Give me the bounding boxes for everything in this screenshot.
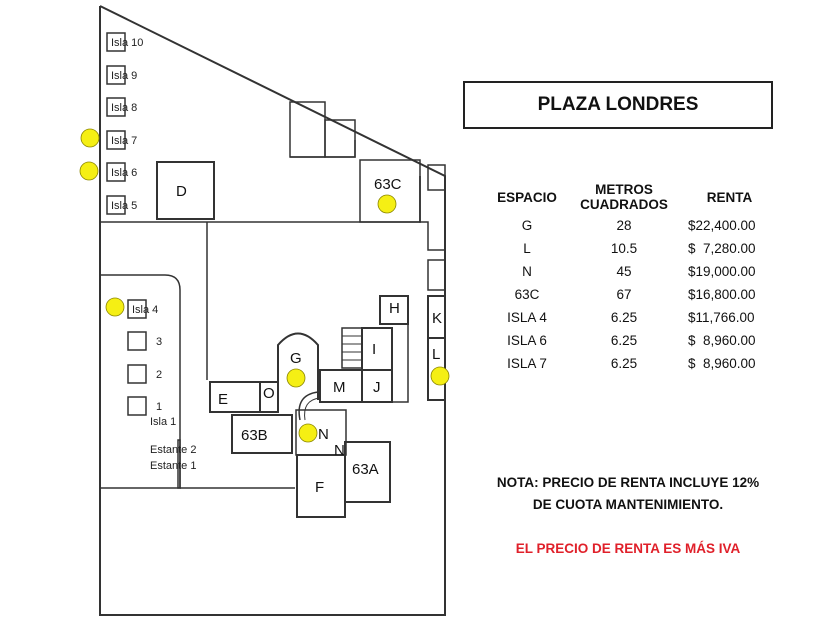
label-isla-1: Isla 1: [150, 416, 177, 428]
plan-corridor-line: [100, 176, 420, 222]
cell-metros: 6.25: [610, 356, 638, 371]
iva-note: EL PRECIO DE RENTA ES MÁS IVA: [515, 541, 741, 556]
kiosk-isla-2: [128, 365, 146, 383]
col-metros-line2: CUADRADOS: [580, 197, 668, 212]
label-room-63b: 63B: [241, 427, 268, 444]
marker-isla-4: [106, 298, 124, 316]
rent-table: [482, 180, 783, 375]
label-room-h: H: [389, 300, 400, 317]
label-isla-9: Isla 9: [111, 70, 138, 82]
rent-table-header: [482, 180, 783, 214]
label-room-k: K: [432, 310, 443, 327]
col-espacio: ESPACIO: [497, 189, 557, 205]
cell-espacio: N: [522, 264, 532, 279]
table-row: [482, 329, 783, 352]
page-title: PLAZA LONDRES: [463, 81, 773, 129]
label-estante-2: Estante 2: [150, 444, 197, 456]
col-metros-line1: METROS: [595, 182, 653, 197]
maintenance-note: [478, 472, 778, 516]
cell-metros: 45: [616, 264, 632, 279]
table-row: [482, 237, 783, 260]
label-room-l: L: [432, 346, 441, 363]
kiosk-isla-3: [128, 332, 146, 350]
cell-renta: $ 7,280.00: [688, 241, 756, 256]
label-room-n: N: [318, 426, 329, 443]
cell-espacio: G: [521, 218, 533, 233]
label-isla-10: Isla 10: [111, 37, 144, 49]
table-row: [482, 283, 783, 306]
cell-metros: 6.25: [610, 333, 638, 348]
cell-renta: $22,400.00: [688, 218, 756, 233]
cell-espacio: ISLA 6: [507, 333, 547, 348]
cell-metros: 28: [616, 218, 632, 233]
label-estante-1: Estante 1: [150, 460, 197, 472]
label-isla-7: Isla 7: [111, 135, 138, 147]
label-room-m: M: [333, 379, 346, 396]
table-row: [482, 306, 783, 329]
cell-renta: $16,800.00: [688, 287, 756, 302]
label-isla-1-kiosk: 1: [156, 401, 163, 413]
table-row: [482, 352, 783, 375]
col-renta: RENTA: [706, 189, 753, 205]
label-isla-5: Isla 5: [111, 200, 138, 212]
stairs: [342, 328, 362, 368]
label-room-n-2: N: [334, 442, 345, 459]
cell-espacio: L: [523, 241, 531, 256]
cell-metros: 67: [616, 287, 632, 302]
label-isla-3: 3: [156, 336, 163, 348]
col-metros: [572, 180, 676, 214]
cell-metros: 6.25: [610, 310, 638, 325]
marker-l: [431, 367, 449, 385]
marker-g: [287, 369, 305, 387]
cell-espacio: ISLA 7: [507, 356, 547, 371]
label-isla-4: Isla 4: [132, 304, 159, 316]
label-room-i: I: [372, 341, 377, 358]
cell-renta: $19,000.00: [688, 264, 756, 279]
cell-renta: $11,766.00: [688, 310, 755, 325]
label-room-o: O: [263, 385, 275, 402]
label-isla-2: 2: [156, 369, 163, 381]
label-isla-8: Isla 8: [111, 102, 138, 114]
table-row: [482, 260, 783, 283]
cell-renta: $ 8,960.00: [688, 356, 756, 371]
room-i: [362, 328, 392, 370]
label-room-j: J: [373, 379, 381, 396]
table-row: [482, 214, 783, 237]
marker-63c: [378, 195, 396, 213]
marker-n: [299, 424, 317, 442]
label-room-63c: 63C: [374, 176, 402, 193]
label-isla-6: Isla 6: [111, 167, 138, 179]
label-room-e: E: [218, 391, 229, 408]
cell-espacio: 63C: [514, 287, 540, 302]
label-room-63a: 63A: [352, 461, 379, 478]
marker-isla-7: [81, 129, 99, 147]
cell-renta: $ 8,960.00: [688, 333, 756, 348]
cell-metros: 10.5: [610, 241, 638, 256]
note-line-2: DE CUOTA MANTENIMIENTO.: [532, 497, 724, 512]
note-line-1: NOTA: PRECIO DE RENTA INCLUYE 12%: [496, 475, 760, 490]
label-room-g: G: [290, 350, 302, 367]
marker-isla-6: [80, 162, 98, 180]
kiosk-isla-1: [128, 397, 146, 415]
label-room-f: F: [315, 479, 325, 496]
cell-espacio: ISLA 4: [507, 310, 547, 325]
label-room-d: D: [176, 183, 187, 200]
spiral-stair: [299, 392, 318, 420]
